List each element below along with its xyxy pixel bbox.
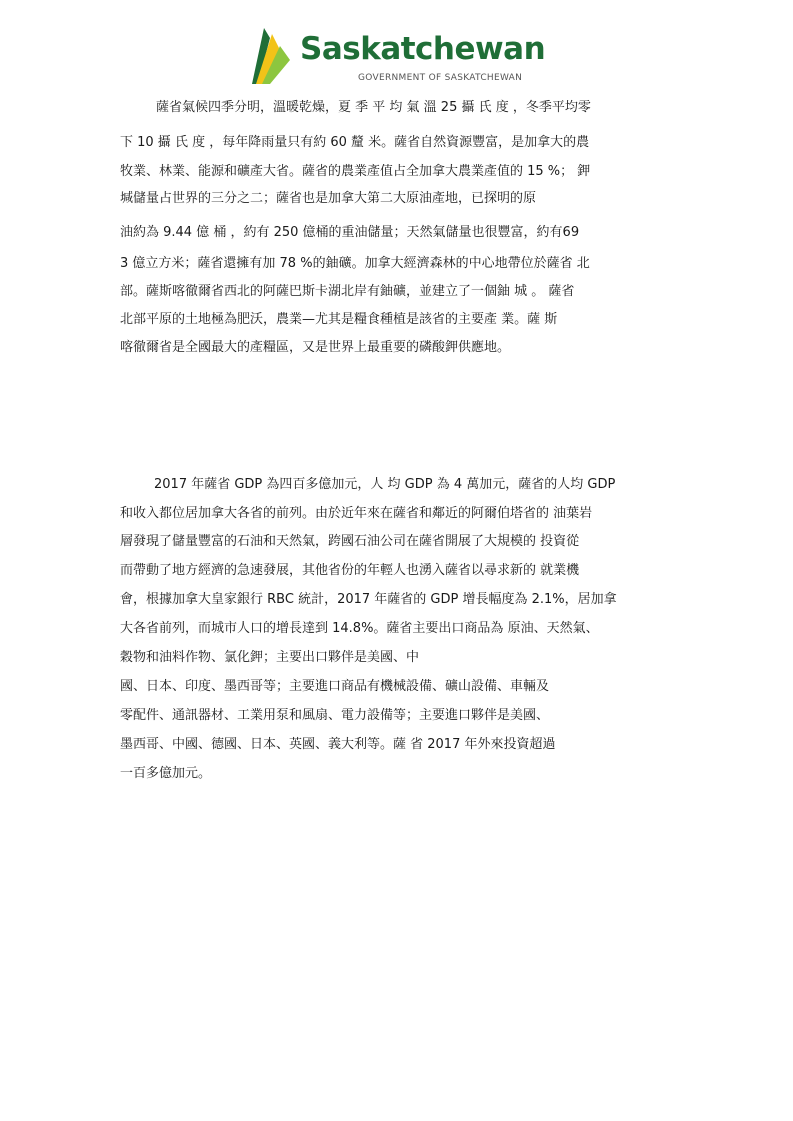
paragraph-line: 而帶動了地方經濟的急速發展，其他省份的年輕人也湧入薩省以尋求新的 就業機: [120, 563, 580, 578]
paragraph-line: 一百多億加元。: [120, 766, 212, 781]
logo-wordmark: Saskatchewan: [300, 31, 546, 67]
paragraph-line: 喀徹爾省是全國最大的產糧區，又是世界上最重要的磷酸鉀供應地。: [120, 340, 511, 355]
paragraph-line: 零配件、通訊器材、工業用泵和風扇、電力設備等；主要進口夥伴是美國、: [120, 708, 550, 723]
paragraph-line: 堿儲量占世界的三分之二；薩省也是加拿大第二大原油產地，已探明的原: [120, 191, 537, 206]
paragraph-line: 大各省前列，而城市人口的增長達到 14.8%。薩省主要出口商品為 原油、天然氣、: [120, 621, 599, 636]
paragraph-line: 下 10 攝 氏 度 ，每年降雨量只有約 60 釐 米。薩省自然資源豐富，是加拿大的農: [120, 135, 590, 150]
paragraph-line: 2017 年薩省 GDP 為四百多億加元，人 均 GDP 為 4 萬加元，薩省的人均 GDP: [154, 477, 616, 492]
paragraph-line: 北部平原的土地極為肥沃，農業—尤其是糧食種植是該省的主要產 業。薩 斯: [120, 312, 558, 327]
wheat-sheaf-icon: [250, 26, 294, 86]
paragraph-line: 和收入都位居加拿大各省的前列。由於近年來在薩省和鄰近的阿爾伯塔省的 油葉岩: [120, 506, 593, 521]
paragraph-line: 部。薩斯喀徹爾省西北的阿薩巴斯卡湖北岸有鈾礦，並建立了一個鈾 城 。 薩省: [120, 284, 575, 299]
paragraph-line: 3 億立方米；薩省還擁有加 78 %的鈾礦。加拿大經濟森林的中心地帶位於薩省 北: [120, 256, 590, 271]
paragraph-line: 國、日本、印度、墨西哥等；主要進口商品有機械設備、礦山設備、車輛及: [120, 679, 550, 694]
paragraph-line: 層發現了儲量豐富的石油和天然氣，跨國石油公司在薩省開展了大規模的 投資從: [120, 534, 580, 549]
logo-subtitle: GOVERNMENT OF SASKATCHEWAN: [358, 73, 523, 83]
paragraph-line: 薩省氣候四季分明，溫暖乾燥，夏 季 平 均 氣 溫 25 攝 氏 度 ，冬季平均零: [156, 100, 591, 115]
paragraph-line: 牧業、林業、能源和礦產大省。薩省的農業產值占全加拿大農業產值的 15 %； 鉀: [120, 164, 591, 179]
paragraph-line: 穀物和油料作物、氯化鉀；主要出口夥伴是美國、中: [120, 650, 420, 665]
paragraph-line: 墨西哥、中國、德國、日本、英國、義大利等。薩 省 2017 年外來投資超過: [120, 737, 556, 752]
saskatchewan-logo: [250, 26, 560, 90]
paragraph-line: 會，根據加拿大皇家銀行 RBC 統計，2017 年薩省的 GDP 增長幅度為 2.1%，居加拿: [120, 592, 617, 607]
paragraph-line: 油約為 9.44 億 桶 ，約有 250 億桶的重油儲量；天然氣儲量也很豐富，約有69: [120, 225, 580, 240]
